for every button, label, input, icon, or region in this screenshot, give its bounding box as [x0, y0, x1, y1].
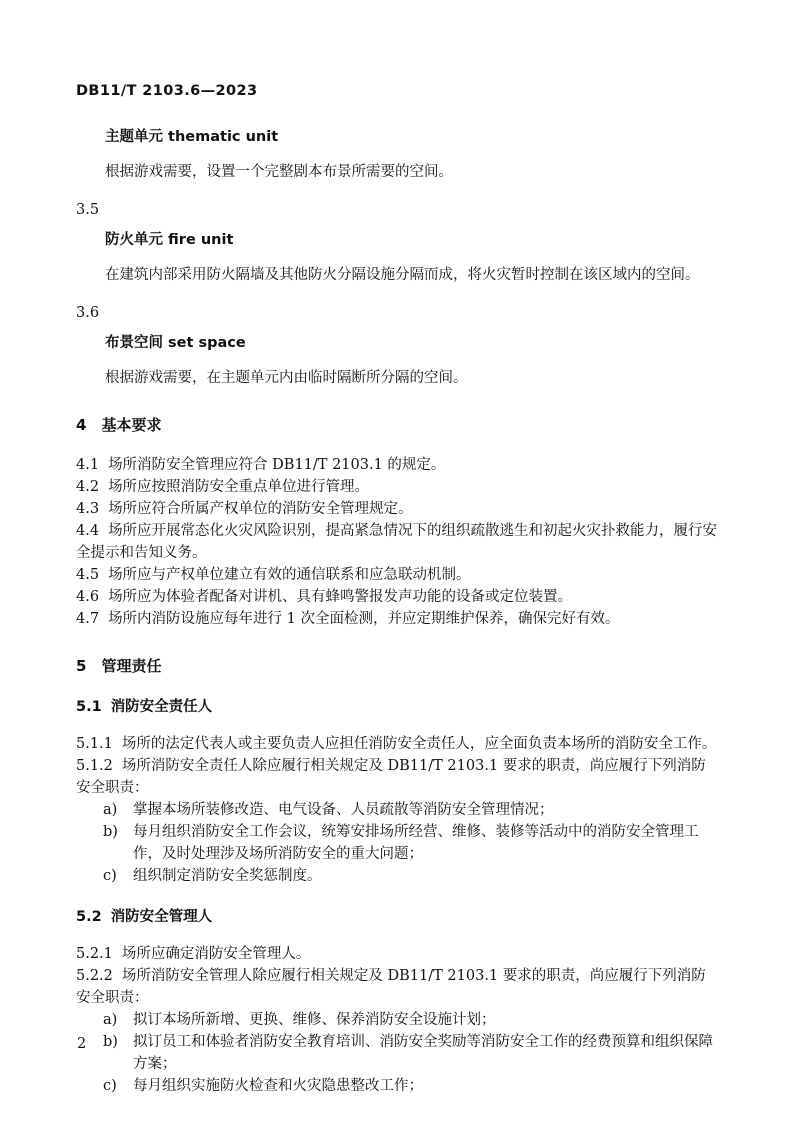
- lettered-item-label: a): [103, 1012, 118, 1028]
- section-title: 消防安全责任人: [110, 699, 213, 715]
- clause-item: [76, 965, 720, 1009]
- section-number: 5.2: [76, 909, 102, 925]
- clause-item-text: 场所的法定代表人或主要负责人应担任消防安全责任人，应全面负责本场所的消防安全工作。: [121, 736, 717, 752]
- lettered-item-text: 每月组织消防安全工作会议，统筹安排场所经营、维修、装修等活动中的消防安全管理工作，及时处理涉及场所消防安全的重大问题；: [133, 824, 699, 862]
- lettered-item-text: 拟订员工和体验者消防安全教育培训、消防安全奖励等消防安全工作的经费预算和组织保障方案；: [133, 1034, 713, 1072]
- chapter-title: 管理责任: [101, 657, 162, 675]
- page-header: [76, 80, 720, 102]
- clause-item: [76, 498, 720, 520]
- clause-item-number: 5.2.1: [76, 946, 113, 962]
- lettered-item-text: 每月组织实施防火检查和火灾隐患整改工作；: [133, 1078, 423, 1094]
- chapter-number: 5: [76, 657, 87, 675]
- clause-item-text: 场所消防安全管理应符合 DB11/T 2103.1 的规定。: [108, 457, 446, 473]
- term-title: 布景空间 set space: [105, 335, 246, 351]
- lettered-item-text: 拟订本场所新增、更换、维修、保养消防安全设施计划；: [133, 1012, 496, 1028]
- clause-item: [76, 476, 720, 498]
- clause-item: [76, 586, 720, 608]
- lettered-item-text: 组织制定消防安全奖惩制度。: [133, 868, 322, 884]
- clause-item-number: 5.1.2: [76, 758, 113, 774]
- chapter-heading: [76, 655, 720, 677]
- chapter-number: 4: [76, 416, 87, 434]
- clause-item-text: 场所应按照消防安全重点单位进行管理。: [108, 479, 370, 495]
- clause-item-number: 4.3: [76, 501, 100, 517]
- clause-item-number: 4.1: [76, 457, 100, 473]
- lettered-item-label: a): [103, 802, 118, 818]
- term-definition: 根据游戏需要，设置一个完整剧本布景所需要的空间。: [105, 164, 453, 180]
- clause-item: [76, 564, 720, 586]
- chapter-5-section: [76, 655, 720, 1097]
- clause-item-number: 4.4: [76, 523, 100, 539]
- lettered-item-text: 掌握本场所装修改造、电气设备、人员疏散等消防安全管理情况；: [133, 802, 554, 818]
- clause-item-text: 场所应确定消防安全管理人。: [121, 946, 311, 962]
- section-number: 5.1: [76, 699, 102, 715]
- clause-item-text: 场所消防安全责任人除应履行相关规定及 DB11/T 2103.1 要求的职责，尚应履行下列消防安全职责：: [76, 758, 706, 796]
- chapter-title: 基本要求: [101, 416, 162, 434]
- clause-item-text: 场所内消防设施应每年进行 1 次全面检测，并应定期维护保养，确保完好有效。: [108, 611, 620, 627]
- lettered-item-label: b): [103, 824, 118, 840]
- lettered-item-label: b): [103, 1034, 118, 1050]
- clause-item-text: 场所应为体验者配备对讲机、具有蜂鸣警报发声功能的设备或定位装置。: [108, 589, 573, 605]
- clause-item: [76, 608, 720, 630]
- clause-number: 3.6: [76, 305, 100, 321]
- clause-item-number: 4.6: [76, 589, 100, 605]
- term-definition: 根据游戏需要，在主题单元内由临时隔断所分隔的空间。: [105, 370, 468, 386]
- lettered-item: [76, 821, 720, 865]
- chapter-heading: [76, 414, 720, 436]
- clause-item: [76, 454, 720, 476]
- term-title: 防火单元 fire unit: [105, 232, 234, 248]
- clause-item-number: 4.2: [76, 479, 100, 495]
- terms-section: [76, 126, 720, 389]
- term-definition: 在建筑内部采用防火隔墙及其他防火分隔设施分隔而成，将火灾暂时控制在该区域内的空间。: [105, 267, 700, 283]
- lettered-item: [76, 1075, 720, 1097]
- clause-item-number: 5.2.2: [76, 968, 113, 984]
- lettered-item: [76, 799, 720, 821]
- clause-item-number: 4.7: [76, 611, 100, 627]
- lettered-list: [76, 1009, 720, 1097]
- clause-item-number: 5.1.1: [76, 736, 113, 752]
- term-title: 主题单元 thematic unit: [105, 129, 279, 145]
- section-heading: [76, 906, 720, 928]
- standard-number: DB11/T 2103.6—2023: [76, 83, 258, 99]
- lettered-item-label: c): [103, 1078, 117, 1094]
- section-heading: [76, 696, 720, 718]
- lettered-item: [76, 1031, 720, 1075]
- section-title: 消防安全管理人: [110, 909, 213, 925]
- lettered-list: [76, 799, 720, 887]
- clause-item: [76, 943, 720, 965]
- clause-item-number: 4.5: [76, 567, 100, 583]
- lettered-item: [76, 1009, 720, 1031]
- clause-item-text: 场所应符合所属产权单位的消防安全管理规定。: [108, 501, 413, 517]
- clause-item-text: 场所消防安全管理人除应履行相关规定及 DB11/T 2103.1 要求的职责，尚应履行下列消防安全职责：: [76, 968, 706, 1006]
- clause-item: [76, 733, 720, 755]
- clause-number: 3.5: [76, 202, 100, 218]
- clause-item-text: 场所应开展常态化火灾风险识别，提高紧急情况下的组织疏散逃生和初起火灾扑救能力，履行安全提示和告知义务。: [76, 523, 718, 561]
- lettered-item: [76, 865, 720, 887]
- clause-item: [76, 755, 720, 799]
- page-number: 2: [77, 1036, 87, 1052]
- clause-item-text: 场所应与产权单位建立有效的通信联系和应急联动机制。: [108, 567, 471, 583]
- clause-item: [76, 520, 720, 564]
- chapter-4-section: [76, 414, 720, 630]
- lettered-item-label: c): [103, 868, 117, 884]
